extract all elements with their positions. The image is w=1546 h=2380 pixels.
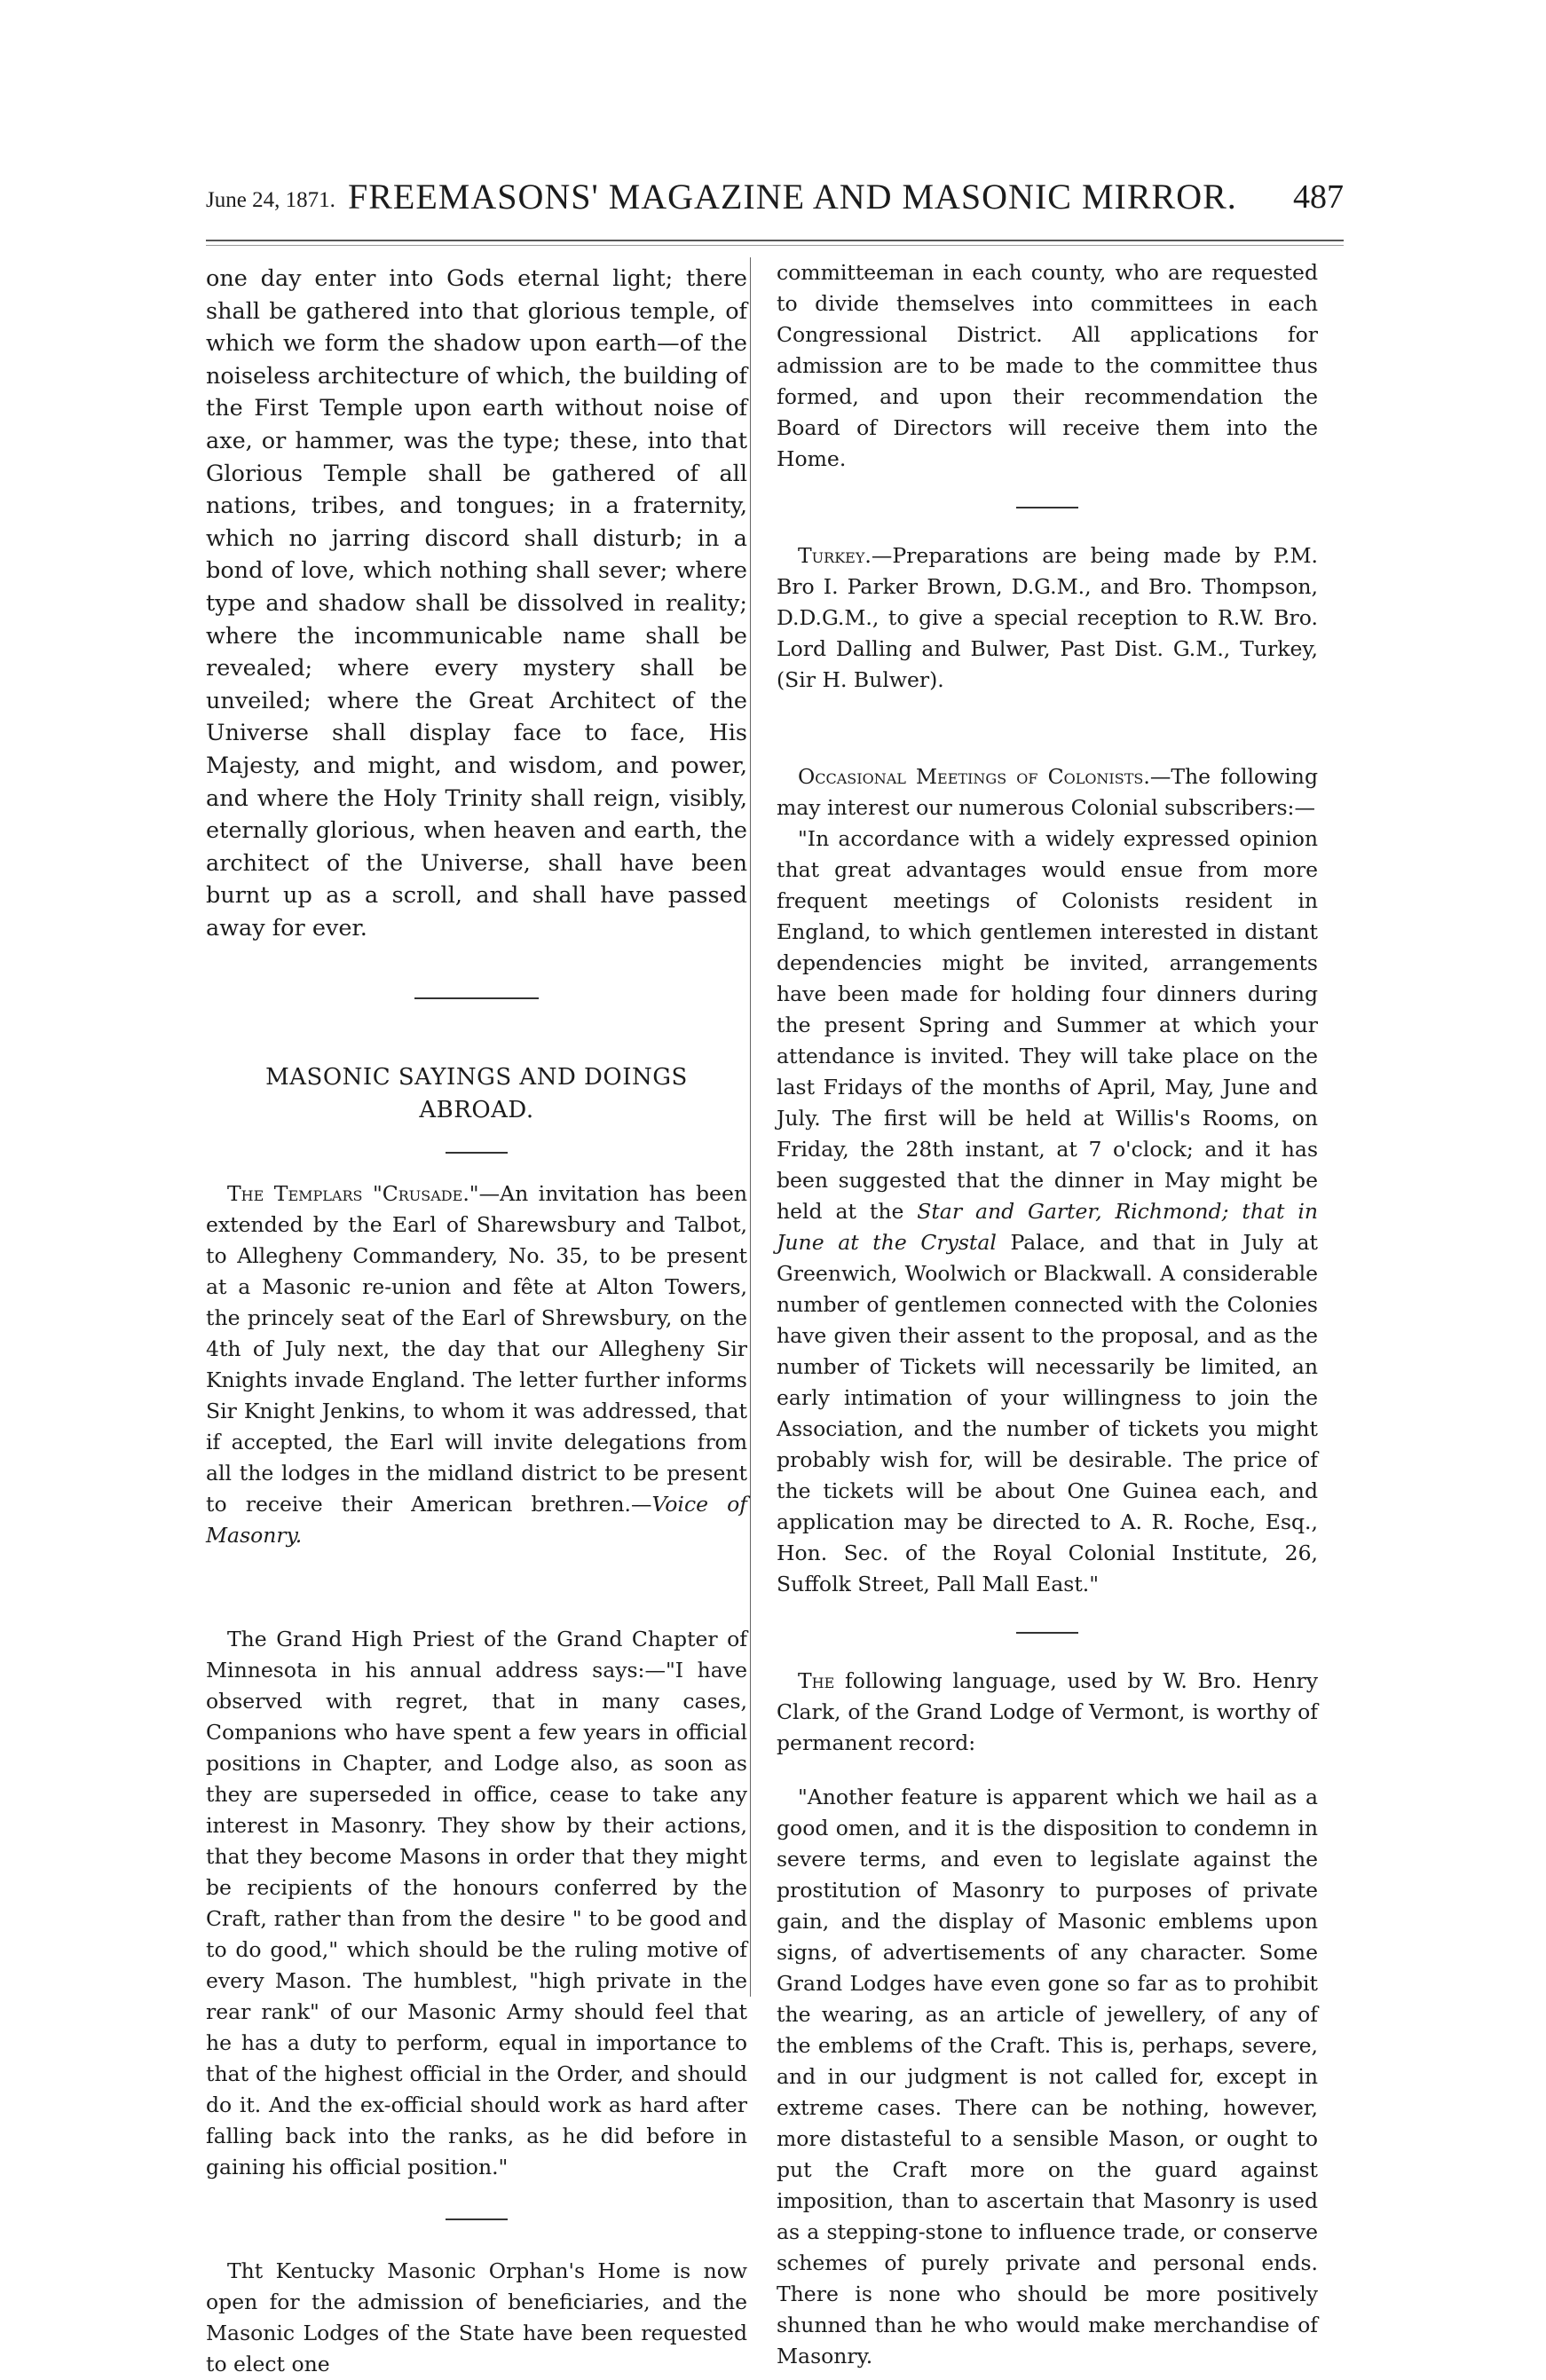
header-rule-thin [206, 245, 1344, 246]
header-date: June 24, 1871. [206, 188, 335, 212]
vermont-body: following language, used by W. Bro. Henry Clark, of the Grand Lodge of Vermont, is worthy of permanent record: [777, 1668, 1318, 1755]
templars-lead: The Templars "Crusade." [227, 1180, 479, 1206]
kentucky-paragraph-end: committeeman in each county, who are requested to divide themselves into committees in each Congressional District. All applications for admission are to be made to the committee thus formed, and upon their recommendation the Board of Directors will receive them into the Home. [777, 260, 1318, 471]
paragraph-gap [1016, 728, 1078, 729]
short-separator [1016, 507, 1078, 508]
paragraph-gap [446, 1587, 508, 1588]
section-separator [414, 997, 539, 999]
page-number: 487 [1293, 178, 1344, 216]
colonists-quote-italic: Star and Garter, Richmond; that in June at the Crystal [777, 1199, 1318, 1255]
templars-body: —An invitation has been extended by the Earl of Sharewsbury and Talbot, to Allegheny Commandery, No. 35, to be present at a Masonic re-union and fête at Alton Towers, the princely seat of the Earl of Shrewsbury, on the 4th of July next, the day that our Allegheny Sir Knights invade England. The letter further informs Sir Knight Jenkins, to whom it was addressed, that if accepted, the Earl will invite delegations from all the lodges in the midland district to be present to receive their American brethren.— [206, 1180, 747, 1517]
heading-rule [446, 1152, 508, 1154]
sermon-conclusion-paragraph: one day enter into Gods eternal light; there shall be gathered into that glorious temple, of which we form the shadow upon earth—of the noiseless architecture of which, the building of the First Temple upon earth without noise of axe, or hammer, was the type; these, into that Glorious Temple shall be gathered of all nations, tribes, and tongues; in a fraternity, which no jarring discord shall disturb; in a bond of love, which nothing shall sever; where type and shadow shall be dissolved in reality; where the incommunicable name shall be revealed; where every mystery shall be unveiled; where the Great Architect of the Universe shall display face to face, His Majesty, and might, and wisdom, and power, and where the Holy Trinity shall reign, visibly, eternally glorious, when heaven and earth, the architect of the Universe, shall have been burnt up as a scroll, and shall have passed away for ever. [206, 265, 747, 942]
page-header [206, 167, 1344, 220]
short-separator [446, 2218, 508, 2220]
section-heading: MASONIC SAYINGS AND DOINGS ABROAD. [265, 1064, 688, 1124]
turkey-paragraph [777, 540, 1318, 696]
colonists-intro-paragraph [777, 761, 1318, 824]
colonists-lead: Occasional Meetings of Colonists. [798, 764, 1150, 789]
kentucky-paragraph-start: Tht Kentucky Masonic Orphan's Home is now open for the admission of beneficiaries, and the Masonic Lodges of the State have been requested to elect one [206, 2258, 747, 2376]
colonists-quote-paragraph [777, 824, 1318, 1600]
colonists-intro: —The following may interest our numerous Colonial subscribers:— [777, 764, 1318, 820]
turkey-lead: Turkey. [798, 543, 872, 568]
templars-paragraph [206, 1178, 747, 1551]
turkey-body: —Preparations are being made by P.M. Bro I. Parker Brown, D.G.M., and Bro. Thompson, D.D.G.M., to give a special reception to R.W. Bro. Lord Dalling and Bulwer, Past Dist. G.M., Turkey, (Sir H. Bulwer). [777, 543, 1318, 692]
vermont-lead: The [798, 1668, 835, 1693]
header-rule [206, 240, 1344, 241]
vermont-intro-paragraph [777, 1666, 1318, 1759]
grand-high-priest-paragraph: The Grand High Priest of the Grand Chapter of Minnesota in his annual address says:—"I have observed with regret, that in many cases, Companions who have spent a few years in official positions in Chapter, and Lodge also, as soon as they are superseded in office, cease to take any interest in Masonry. They show by their actions, that they become Masons in order that they might be recipients of the honours conferred by the Craft, rather than from the desire " to be good and to do good," which should be the ruling motive of every Mason. The humblest, "high private in the rear rank" of our Masonic Army should feel that he has a duty to perform, equal in importance to that of the highest official in the Order, and should do it. And the ex-official should work as hard after falling back into the ranks, as he did before in gaining his official position." [206, 1626, 747, 2179]
vermont-quote-paragraph: "Another feature is apparent which we hail as a good omen, and it is the disposition to condemn in severe terms, and even to legislate against the prostitution of Masonry to purposes of private gain, and the display of Masonic emblems upon signs, of advertisements of any character. Some Grand Lodges have even gone so far as to prohibit the wearing, as an article of jewellery, of any of the emblems of the Craft. This is, perhaps, severe, and in our judgment is not called for, except in extreme cases. There can be nothing, however, more distasteful to a sensible Mason, or ought to put the Craft more on the guard against imposition, than to ascertain that Masonry is used as a stepping-stone to influence trade, or conserve schemes of purely private and personal ends. There is none who should be more positively shunned than he who would make merchandise of Masonry. [777, 1785, 1318, 2368]
paragraph-gap [777, 1759, 1318, 1782]
right-column [777, 257, 1318, 2372]
colonists-quote-a: "In accordance with a widely expressed opinion that great advantages would ensue from more frequent meetings of Colonists resident in England, to which gentlemen interested in distant dependencies might be invited, arrangements have been made for holding four dinners during the present Spring and Summer at which your attendance is invited. They will take place on the last Fridays of the months of April, May, June and July. The first will be held at Willis's Rooms, on Friday, the 28th instant, at 7 o'clock; and it has been suggested that the dinner in May might be held at the [777, 826, 1318, 1224]
column-divider [750, 257, 751, 1997]
colonists-quote-b: Palace, and that in July at Greenwich, Woolwich or Blackwall. A considerable number of gentlemen connected with the Colonies have given their assent to the proposal, and as the number of Tickets will necessarily be limited, an early intimation of your willingness to join the Association, and the number of tickets you might probably wish for, will be desirable. The price of the tickets will be about One Guinea each, and application may be directed to A. R. Roche, Esq., Hon. Sec. of the Royal Colonial Institute, 26, Suffolk Street, Pall Mall East." [777, 1230, 1319, 1596]
short-separator [1016, 1632, 1078, 1634]
header-title: FREEMASONS' MAGAZINE AND MASONIC MIRROR. [348, 177, 1237, 217]
left-column [206, 263, 747, 2380]
templars-source: Voice of Masonry. [206, 1491, 747, 1548]
